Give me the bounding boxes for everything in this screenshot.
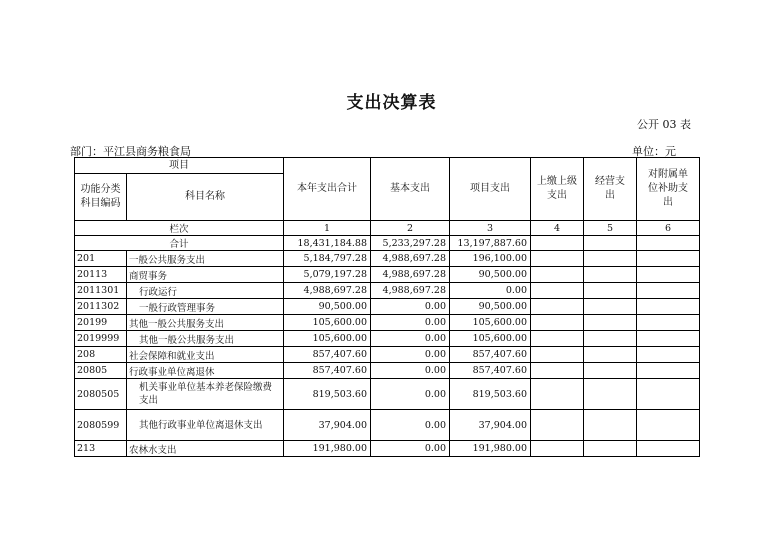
row-name: 其他一般公共服务支出 [127,315,284,331]
index-col: 4 [531,221,584,236]
row-name: 一般行政管理事务 [127,299,284,315]
row-name: 行政事业单位离退休 [127,363,284,379]
row-project: 191,980.00 [450,441,531,457]
table-row [75,379,700,410]
expense-table [74,157,700,457]
row-name: 社会保障和就业支出 [127,347,284,363]
row-code: 20805 [75,363,127,379]
row-code: 213 [75,441,127,457]
row-basic: 0.00 [371,299,450,315]
table-row [75,267,700,283]
row-name: 行政运行 [127,283,284,299]
row-project: 37,904.00 [450,410,531,441]
row-basic: 4,988,697.28 [371,283,450,299]
page-title: 支出决算表 [346,93,437,113]
row-name: 商贸事务 [127,267,284,283]
row-name: 其他行政事业单位离退休支出 [127,410,284,441]
row-project: 90,500.00 [450,299,531,315]
total-row-project: 13,197,887.60 [450,236,531,251]
row-code: 2080599 [75,410,127,441]
total-row-basic: 5,233,297.28 [371,236,450,251]
table-row [75,283,700,299]
row-total: 37,904.00 [284,410,371,441]
row-basic: 0.00 [371,363,450,379]
index-col: 1 [284,221,371,236]
upper-turnover-header: 上缴上级 支出 [531,158,584,221]
func-code-header: 功能分类 科目编码 [75,174,127,221]
row-name: 农林水支出 [127,441,284,457]
row-basic: 0.00 [371,331,450,347]
business-expense-header: 经营支 出 [584,158,637,221]
table-row [75,331,700,347]
total-expense-header: 本年支出合计 [284,158,371,221]
row-total: 5,184,797.28 [284,251,371,267]
table-row [75,363,700,379]
row-basic: 0.00 [371,347,450,363]
row-basic: 4,988,697.28 [371,267,450,283]
table-row [75,299,700,315]
table-row [75,251,700,267]
row-total: 191,980.00 [284,441,371,457]
table-row [75,347,700,363]
row-project: 857,407.60 [450,363,531,379]
row-project: 105,600.00 [450,315,531,331]
row-project: 819,503.60 [450,379,531,410]
row-code: 208 [75,347,127,363]
row-total: 857,407.60 [284,347,371,363]
row-code: 2019999 [75,331,127,347]
row-code: 20113 [75,267,127,283]
project-group-header: 项目 [75,158,284,174]
department-label: 部门：平江县商务粮食局 [70,145,191,158]
row-total: 105,600.00 [284,331,371,347]
row-basic: 0.00 [371,410,450,441]
basic-expense-header: 基本支出 [371,158,450,221]
table-row [75,441,700,457]
row-code: 201 [75,251,127,267]
row-total: 819,503.60 [284,379,371,410]
row-basic: 0.00 [371,379,450,410]
table-row [75,315,700,331]
index-col: 3 [450,221,531,236]
row-code: 2080505 [75,379,127,410]
row-basic: 0.00 [371,315,450,331]
row-name: 其他一般公共服务支出 [127,331,284,347]
row-project: 105,600.00 [450,331,531,347]
index-col: 5 [584,221,637,236]
row-project: 90,500.00 [450,267,531,283]
row-total: 857,407.60 [284,363,371,379]
project-expense-header: 项目支出 [450,158,531,221]
total-row-label: 合计 [75,236,284,251]
row-total: 5,079,197.28 [284,267,371,283]
row-total: 105,600.00 [284,315,371,331]
row-code: 2011302 [75,299,127,315]
row-code: 2011301 [75,283,127,299]
total-row-total: 18,431,184.88 [284,236,371,251]
row-basic: 4,988,697.28 [371,251,450,267]
index-col: 2 [371,221,450,236]
subject-name-header: 科目名称 [127,174,284,221]
row-code: 20199 [75,315,127,331]
row-name: 一般公共服务支出 [127,251,284,267]
index-row-label: 栏次 [75,221,284,236]
subsidiary-subsidy-header: 对附属单 位补助支 出 [637,158,700,221]
row-basic: 0.00 [371,441,450,457]
form-code: 公开 03 表 [637,118,691,131]
row-project: 857,407.60 [450,347,531,363]
index-col: 6 [637,221,700,236]
table-row [75,410,700,441]
row-project: 196,100.00 [450,251,531,267]
row-name: 机关事业单位基本养老保险缴费支出 [127,379,284,410]
row-project: 0.00 [450,283,531,299]
unit-label: 单位：元 [632,145,676,158]
row-total: 90,500.00 [284,299,371,315]
row-total: 4,988,697.28 [284,283,371,299]
